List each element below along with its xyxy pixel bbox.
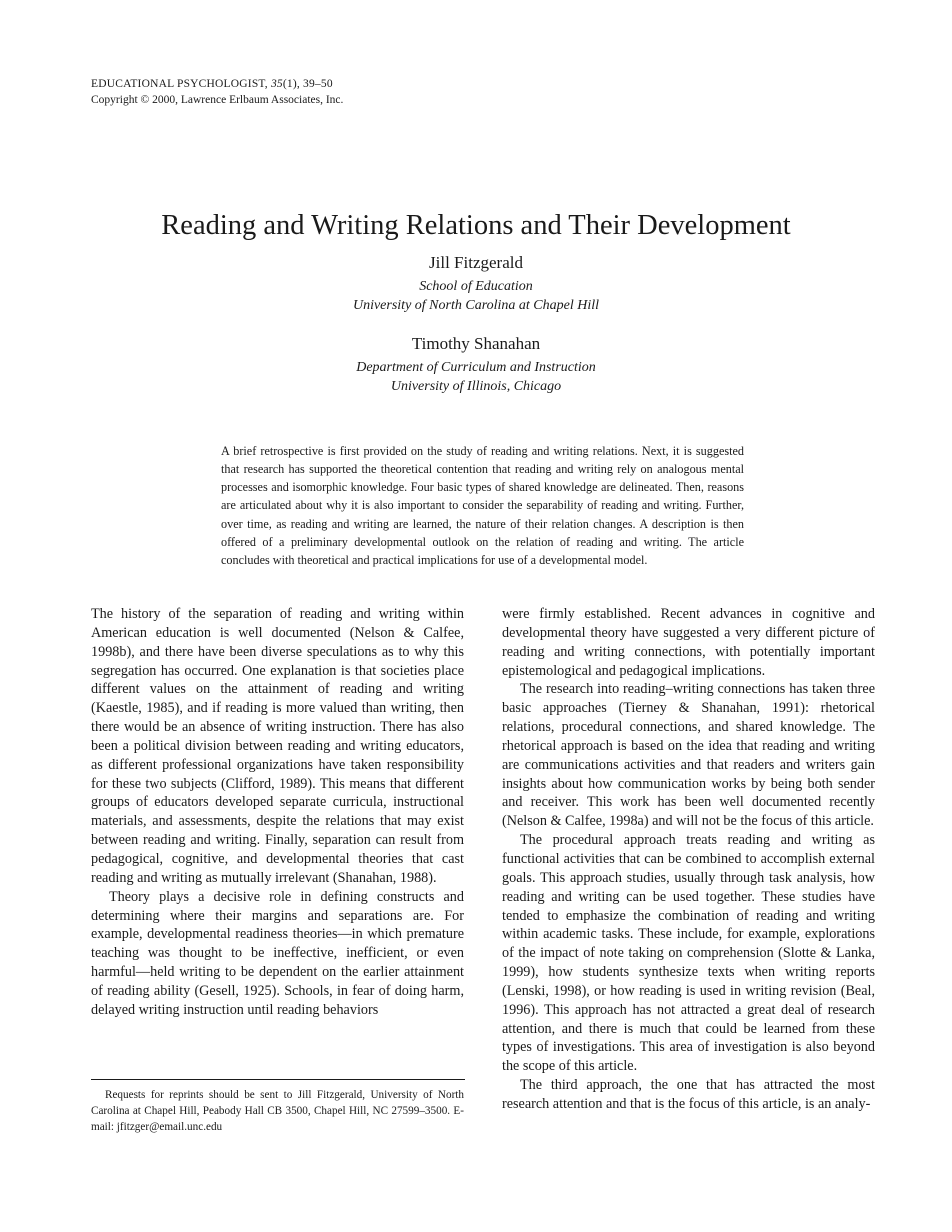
journal-volume: 35 [270,78,283,90]
copyright-line: Copyright © 2000, Lawrence Erlbaum Associates, Inc. [91,94,344,106]
footnote-text: Requests for reprints should be sent to Jill Fitzgerald, University of North Carolina at Chapel Hill, Peabody Hall CB 3500, Chapel Hill, NC 27599–3500. E-mail: jfitzger@email.unc.edu [91,1089,464,1133]
body-paragraph: The history of the separation of reading and writing within American education is well documented (Nelson & Calfee, 1998b), and there have been diverse speculations as to why this segregation has occurred. One explanation is that societies place different values on the attainment of reading and writing (Kaestle, 1985), and if reading is more valued than writing, then there would be an absence of writing instruction. There has also been a political division between reading and writing educators, as different professional organizations have taken responsibility for these two subjects (Clifford, 1989). This means that different groups of educators developed separate curricula, instructional materials, and assessments, despite the relations that may exist between reading and writing. Finally, separation can result from pedagogical, cognitive, and developmental theories that cast reading and writing as mutually irrelevant (Shanahan, 1988). [91,606,464,886]
body-paragraph: were firmly established. Recent advances in cognitive and developmental theory have suggested a very different picture of reading and writing connections, with potentially important epistemological and pedagogical implications. [502,606,875,679]
journal-issue-pages: (1), 39–50 [282,78,333,90]
body-column-left [91,605,464,1020]
footnote-divider [91,1079,465,1080]
author-affiliation: School of Education [419,279,533,294]
footnote [91,1087,464,1135]
body-paragraph: The research into reading–writing connections has taken three basic approaches (Tierney & Shanahan, 1991): rhetorical relations, procedural connections, and shared knowledge. The rhetorical approach is based on the idea that reading and writing are communications activities and that readers and writers gain insights about how communication works by being both sender and receiver. This work has been well documented recently (Nelson & Calfee, 1998a) and will not be the focus of this article. [502,681,875,830]
author-affiliation: University of Illinois, Chicago [390,379,562,394]
journal-citation [91,76,343,92]
body-column-right [502,605,875,1114]
body-paragraph: The procedural approach treats reading and writing as functional activities that can be combined to accomplish external goals. This approach studies, usually through task analysis, how reading and writing can be used together. These studies have tended to emphasize the combination of reading and writing within academic tasks. These include, for example, explorations of the impact of note taking on comprehension (Slotte & Lanka, 1999), how students synthesize texts when writing reports (Lenski, 1998), or how reading is used in writing revision (Beal, 1996). This approach has not attracted a great deal of research attention, and there is much that could be learned from these types of investigations. This area of investigation is also beyond the scope of this article. [502,832,875,1075]
article-title: Reading and Writing Relations and Their Development [161,210,791,242]
author-name: Timothy Shanahan [411,334,541,353]
journal-name: EDUCATIONAL PSYCHOLOGIST, [91,78,268,90]
body-paragraph: The third approach, the one that has attracted the most research attention and that is the focus of this article, is an analy- [502,1077,875,1112]
author-affiliation: Department of Curriculum and Instruction [356,360,596,375]
author-name: Jill Fitzgerald [429,253,523,272]
journal-header [91,76,343,108]
body-paragraph: Theory plays a decisive role in defining constructs and determining where their margins and separations are. For example, developmental readiness theories—in which premature teaching was thought to be ineffective, inefficient, or even harmful—held writing to be dependent on the earlier attainment of reading ability (Gesell, 1925). Schools, in fear of doing harm, delayed writing instruction until reading behaviors [91,888,464,1018]
author-block-1 [0,252,952,315]
author-affiliation: University of North Carolina at Chapel Hill [352,298,600,313]
abstract: A brief retrospective is first provided on the study of reading and writing relations. Next, it is suggested that research has supported the theoretical contention that reading and writing rely on analogous mental processes and isomorphic knowledge. Four basic types of shared knowledge are delineated. Then, reasons are articulated about why it is also important to consider the separability of reading and writing. Further, over time, as reading and writing are learned, the nature of their relation changes. A description is then offered of a preliminary developmental outlook on the relation of reading and writing. The article concludes with theoretical and practical implications for use of a developmental model. [221,444,744,567]
author-block-2 [0,333,952,396]
